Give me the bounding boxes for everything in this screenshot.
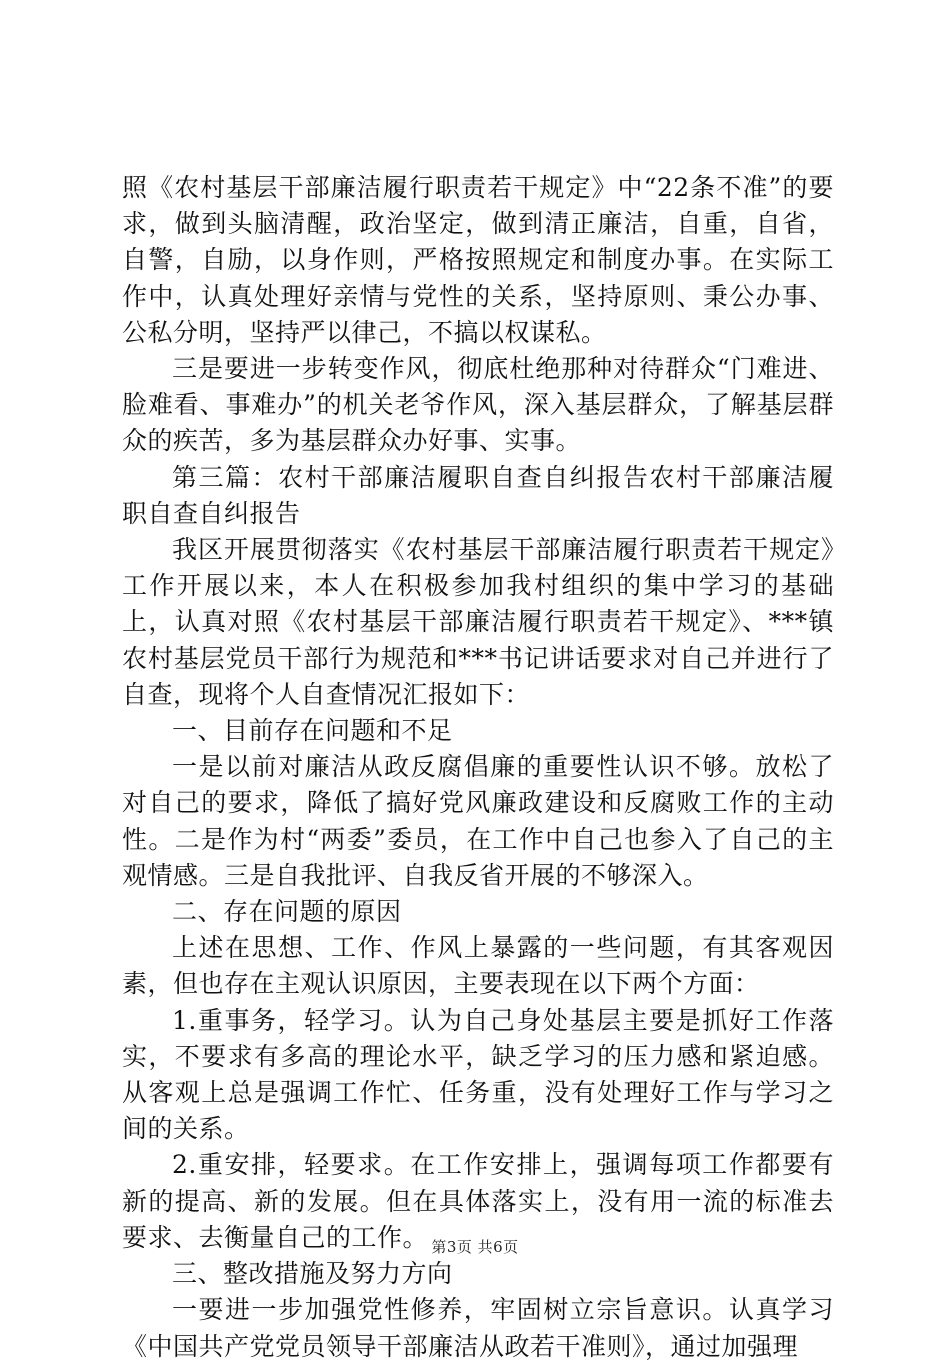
section-title-part-three: 第三篇：农村干部廉洁履职自查自纠报告农村干部廉洁履职自查自纠报告 [122,462,834,528]
paragraph-cause-two: 2.重安排，轻要求。在工作安排上，强调每项工作都要有新的提高、新的发展。但在具体落实上，没有用一流的标准去要求、去衡量自己的工作。 [122,1150,834,1252]
paragraph-measure-one: 一要进一步加强党性修养，牢固树立宗旨意识。认真学习《中国共产党党员领导干部廉洁从政若干准则》，通过加强理 [122,1295,834,1361]
heading-causes: 二、存在问题的原因 [172,897,402,927]
heading-measures: 三、整改措施及努力方向 [172,1259,453,1289]
paragraph-cause-one: 1.重事务，轻学习。认为自己身处基层主要是抓好工作落实，不要求有多高的理论水平，缺乏学习的压力感和紧迫感。从客观上总是强调工作忙、任务重，没有处理好工作与学习之间的关系。 [122,1005,834,1144]
heading-problems: 一、目前存在问题和不足 [172,716,453,746]
paragraph-point-three: 三是要进一步转变作风，彻底杜绝那种对待群众“门难进、脸难看、事难办”的机关老爷作风，深入基层群众，了解基层群众的疾苦，多为基层群众办好事、实事。 [122,354,834,456]
document-body [122,170,834,1365]
paragraph-causes: 上述在思想、工作、作风上暴露的一些问题，有其客观因素，但也存在主观认识原因，主要表现在以下两个方面： [122,933,834,999]
paragraph-intro: 我区开展贯彻落实《农村基层干部廉洁履行职责若干规定》工作开展以来，本人在积极参加我村组织的集中学习的基础上，认真对照《农村基层干部廉洁履行职责若干规定》、***镇农村基层党员干部行为规范和***书记讲话要求对自己并进行了自查，现将个人自查情况汇报如下： [122,535,834,709]
paragraph-continuation: 照《农村基层干部廉洁履行职责若干规定》中“22条不准”的要求，做到头脑清醒，政治坚定，做到清正廉洁，自重，自省，自警，自励，以身作则，严格按照规定和制度办事。在实际工作中，认真处理好亲情与党性的关系，坚持原则、秉公办事、公私分明，坚持严以律己，不搞以权谋私。 [122,173,834,347]
page-footer: 第3页 共6页 [431,1238,519,1256]
paragraph-problems: 一是以前对廉洁从政反腐倡廉的重要性认识不够。放松了对自己的要求，降低了搞好党风廉政建设和反腐败工作的主动性。二是作为村“两委”委员，在工作中自己也参入了自己的主观情感。三是自我批评、自我反省开展的不够深入。 [122,752,834,890]
